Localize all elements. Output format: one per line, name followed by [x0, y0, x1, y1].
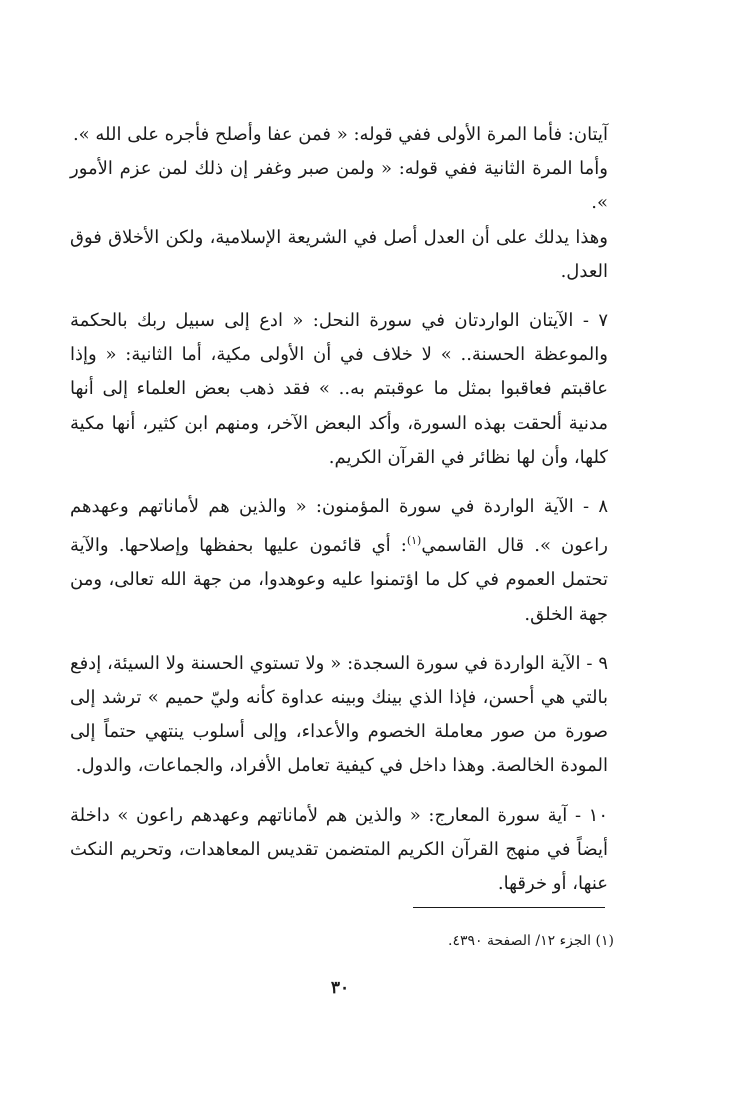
paragraph-8-text-b: : أي قائمون عليها بحفظها وإصلاحها. والآية تحتمل العموم في كل ما اؤتمنوا عليه وعوهدوا، من جهة الله تعالى، ومن جهة الخلق. — [70, 535, 608, 625]
paragraph-9: ٩ - الآية الواردة في سورة السجدة: « ولا تستوي الحسنة ولا السيئة، إدفع بالتي هي أحسن، فإذا الذي بينك وبينه عداوة كأنه وليّ حميم » ترشد إلى صورة من صور معاملة الخصوم والأعداء، وإلى أسلوب ينتهي حتماً إلى المودة الخالصة. وهذا داخل في كيفية تعامل الأفراد، والجماعات، والدول. — [70, 652, 608, 777]
paragraph-7: ٧ - الآيتان الواردتان في سورة النحل: « ادع إلى سبيل ربك بالحكمة والموعظة الحسنة.. » لا خلاف في أن الأولى مكية، أما الثانية: « وإذا عاقبتم فعاقبوا بمثل ما عوقبتم به.. » فقد ذهب بعض العلماء إلى أنها مدنية ألحقت بهذه السورة، وأكد البعض الآخر، ومنهم ابن كثير، أنها مكية كلها، وأن لها نظائر في القرآن الكريم. — [70, 310, 608, 468]
paragraph-8 — [70, 490, 608, 632]
paragraph-2: وأما المرة الثانية ففي قوله: « ولمن صبر وغفر إن ذلك لمن عزم الأمور ». — [70, 158, 608, 214]
paragraph-3: وهذا يدلك على أن العدل أصل في الشريعة الإسلامية، ولكن الأخلاق فوق العدل. — [70, 226, 608, 282]
body-text — [70, 118, 608, 901]
paragraph-8-text-a: ٨ - الآية الواردة في سورة المؤمنون: « والذين هم لأماناتهم وعهدهم راعون ». قال القاسمي — [70, 496, 609, 557]
footnote-reference: (١) — [406, 534, 422, 548]
paragraph-10: ١٠ - آية سورة المعارج: « والذين هم لأماناتهم وعهدهم راعون » داخلة أيضاً في منهج القرآن الكريم المتضمن تقديس المعاهدات، وتحريم النكث عنها، أو خرقها. — [70, 804, 608, 895]
footnote: (١) الجزء ١٢/ الصفحة ٤٣٩٠. — [448, 933, 614, 949]
footnote-divider — [413, 907, 605, 908]
page-number: ٣٠ — [330, 978, 350, 998]
paragraph-1: آيتان: فأما المرة الأولى ففي قوله: « فمن عفا وأصلح فأجره على الله ». — [72, 124, 608, 145]
